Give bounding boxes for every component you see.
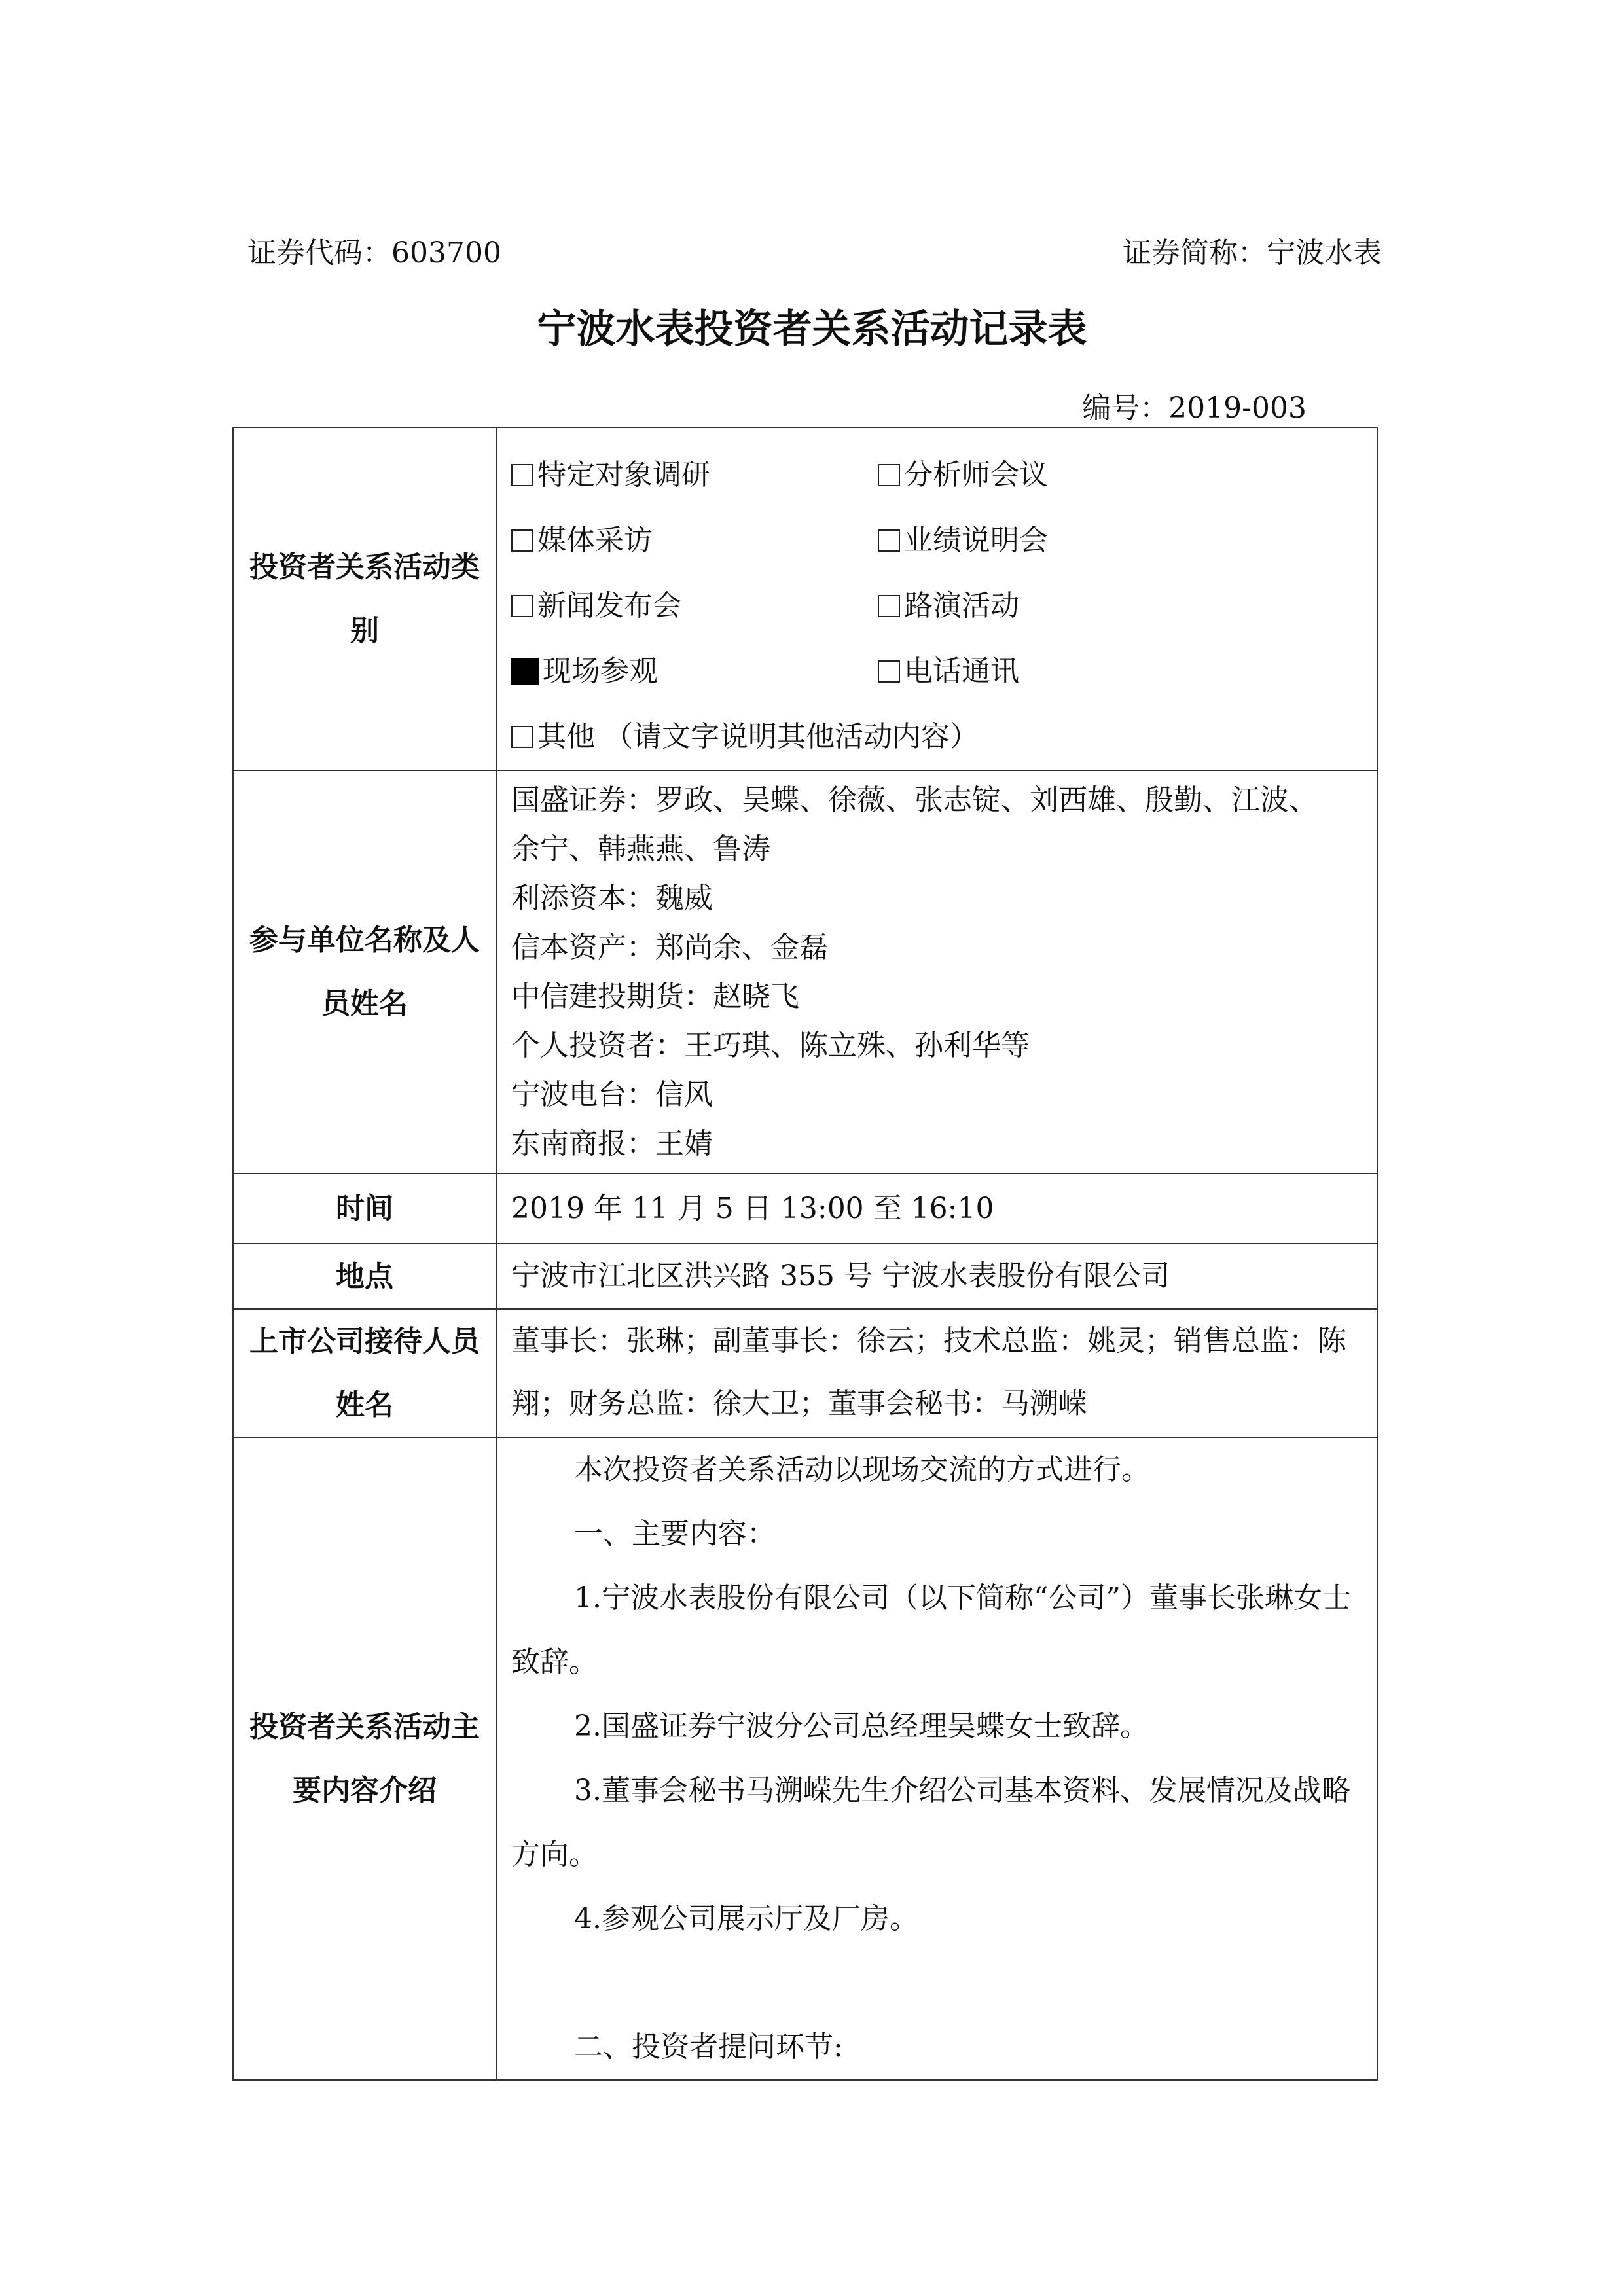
participant-line: 中信建投期货：赵晓飞 [511, 980, 799, 1013]
participant-line: 个人投资者：王巧琪、陈立殊、孙利华等 [511, 1029, 1030, 1062]
option-roadshow[interactable]: 路演活动 [878, 590, 1244, 622]
activity-type-options [496, 427, 1377, 770]
reception-value: 董事长：张琳；副董事长：徐云；技术总监：姚灵；销售总监：陈翔；财务总监：徐大卫；董事会秘书：马溯嵘 [496, 1309, 1377, 1437]
option-results-briefing[interactable]: 业绩说明会 [878, 524, 1244, 557]
row-content [233, 1437, 1377, 2080]
checkbox-checked-icon[interactable] [511, 658, 539, 685]
checkbox-icon[interactable] [878, 595, 900, 617]
row-participants [233, 770, 1377, 1174]
content-paragraph: 本次投资者关系活动以现场交流的方式进行。 [574, 1453, 1150, 1486]
participant-line: 利添资本：魏威 [511, 882, 713, 915]
option-press-conference[interactable]: 新闻发布会 [511, 590, 878, 622]
document-title: 宁波水表投资者关系活动记录表 [537, 306, 1087, 352]
checkbox-icon[interactable] [511, 595, 533, 617]
label-time: 时间 [233, 1174, 496, 1244]
row-activity-type [233, 427, 1377, 770]
label-activity-type: 投资者关系活动类别 [233, 427, 496, 770]
option-phone-call[interactable]: 电话通讯 [878, 655, 1244, 688]
participant-line: 国盛证券：罗政、吴蝶、徐薇、张志锭、刘西雄、殷勤、江波、 [511, 783, 1318, 817]
row-time [233, 1174, 1377, 1244]
label-place: 地点 [233, 1244, 496, 1309]
label-reception: 上市公司接待人员姓名 [233, 1309, 496, 1437]
option-analyst-meeting[interactable]: 分析师会议 [878, 459, 1244, 492]
option-other[interactable]: 其他 （请文字说明其他活动内容） [511, 721, 979, 753]
checkbox-icon[interactable] [878, 660, 900, 683]
checkbox-icon[interactable] [878, 529, 900, 552]
record-table [232, 427, 1378, 2081]
option-site-visit[interactable]: 现场参观 [511, 655, 878, 688]
label-content: 投资者关系活动主要内容介绍 [233, 1437, 496, 2080]
row-reception [233, 1309, 1377, 1437]
content-paragraph: 2.国盛证券宁波分公司总经理吴蝶女士致辞。 [574, 1710, 1149, 1743]
option-media-interview[interactable]: 媒体采访 [511, 524, 878, 557]
content-paragraph: 4.参观公司展示厅及厂房。 [574, 1902, 918, 1935]
participant-line: 东南商报：王婧 [511, 1127, 713, 1160]
content-paragraph: 3.董事会秘书马溯嵘先生介绍公司基本资料、发展情况及战略方向。 [511, 1774, 1350, 1871]
security-code: 证券代码：603700 [247, 236, 501, 270]
checkbox-icon[interactable] [511, 726, 533, 748]
content-body [496, 1437, 1377, 2080]
label-participants: 参与单位名称及人员姓名 [233, 770, 496, 1174]
participant-line: 余宁、韩燕燕、鲁涛 [511, 833, 770, 866]
time-value: 2019 年 11 月 5 日 13:00 至 16:10 [496, 1174, 1377, 1244]
security-short-name: 证券简称：宁波水表 [1123, 236, 1382, 270]
row-place [233, 1244, 1377, 1309]
content-paragraph: 1.宁波水表股份有限公司（以下简称“公司”）董事长张琳女士致辞。 [511, 1581, 1351, 1679]
content-paragraph [511, 1951, 1366, 2015]
place-value: 宁波市江北区洪兴路 355 号 宁波水表股份有限公司 [496, 1244, 1377, 1309]
participant-line: 信本资产：郑尚余、金磊 [511, 931, 828, 964]
checkbox-icon[interactable] [511, 529, 533, 552]
option-site-research[interactable]: 特定对象调研 [511, 459, 878, 492]
checkbox-icon[interactable] [878, 464, 900, 486]
participant-line: 宁波电台：信风 [511, 1078, 713, 1111]
participants-list [496, 770, 1377, 1174]
serial-number: 编号：2019-003 [1082, 391, 1307, 425]
content-paragraph: 二、投资者提问环节: [574, 2030, 843, 2064]
content-paragraph: 一、主要内容： [574, 1517, 776, 1551]
checkbox-icon[interactable] [511, 464, 533, 486]
